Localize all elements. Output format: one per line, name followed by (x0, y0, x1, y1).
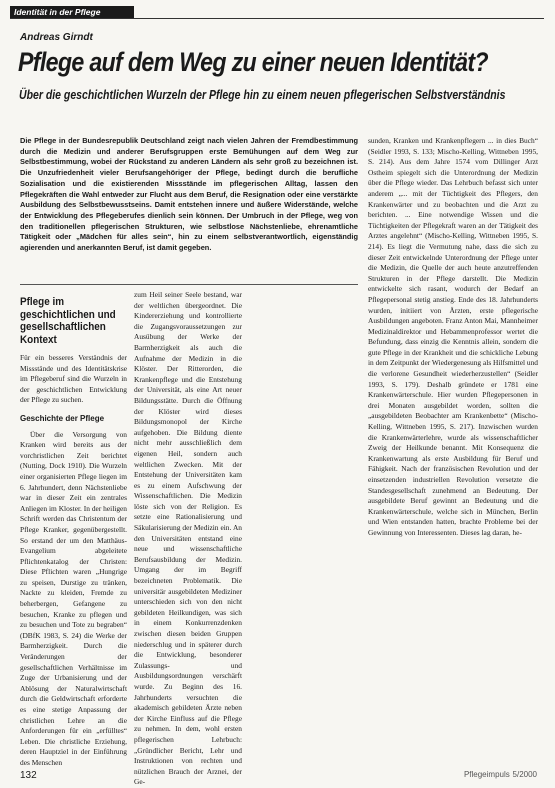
body-column-1 (20, 290, 127, 770)
article-headline: Pflege auf dem Weg zu einer neuen Identität? (18, 47, 488, 77)
column-1-text: Über die Versorgung von Kranken wird bereits aus der vorchristlichen Zeit berichtet (Nutting, Dock 1910). Die Wurzeln einer organisierten Pflege liegen im 6. Jahrhundert, denn Nächstenliebe war in dieser Zeit ein zentrales Anliegen im Kloster. In der heiligen Schrift werden das Christentum der Pflege Kranker, gegenübergestellt. So erstand der um den Matthäus-Evangelium abgeleitete Pflichtenkatalog der Christen: Diese Pflichten waren „Hungrige zu speisen, Durstige zu tränken, Nackte zu kleiden, Fremde zu beherbergen, Gefangene zu besuchen, Kranke zu pflegen und zu besuchen und Tote zu begraben“ (DBfK 1983, S. 24) die Werke der Barmherzigkeit. Durch die Veränderungen der gesellschaftlichen Verhältnisse im Zuge der Urbanisierung und der Ablösung der Naturalwirtschaft durch die Geldwirtschaft erforderte es eine stetige Anpassung der christlichen Lehre an die Anforderungen für ein „erfülltes“ Leben. Die christliche Erziehung, deren Hauptziel in der Einführung des Menschen (20, 429, 127, 767)
body-column-2 (134, 290, 242, 787)
magazine-issue: 5/2000 (512, 770, 537, 779)
rubric-divider (10, 18, 544, 19)
magazine-name: Pflegeimpuls (463, 770, 510, 779)
section-heading: Pflege im geschichtlichen und gesellschaftlichen Kontext (20, 296, 116, 346)
page-number: 132 (20, 770, 37, 781)
column-4-text: sunden, Kranken und Krankenpflegern ... in dies Buch“ (Seidler 1993, S. 133; Mischo-Kelling, Wittneben 1995, S. 214). Aus dem Jahre 1574 vom Dillinger Arzt Ostheim spiegelt sich die Unterordnung der Medizin über die Pflege wieder. Das Lehrbuch befasst sich unter anderem „... mit der Tüchtigkeit des Pflegers, den Krankenwärter und zu beobachten und die Arzt zu berichten. ... Eine notwendige Wissen und die Tüchtigkeiten der Pflegekraft waren an der Tätigkeit des Arztes angelehnt“ (Mischo-Kelling, Wittneben 1995, S. 214). Es liegt die Vermutung nahe, dass die sich zu dieser Zeit entwickelnde Unterordnung der Pflege unter die Medizin, die Quelle der auch heute anzutreffenden Strukturen in der Pflege darstellt. Die Medizin entwickelte sich rasant, wodurch der Bedarf an Pflegepersonal stetig anstieg. Ende des 18. Jahrhunderts wurden, initiiert von Ärzten, erste pflegerische Ausbildungen angeboten. Franz Anton Mai, Mannheimer Medizinaldirektor und Hebammenprofessor wertet die Befundung, dass einzig die Kenntnis allein, sondern die gute Pflege in der Krankheit und die schickliche Lebung in dem Zeitpunkt der Wiedergenesung als Hilfsmittel und die verlorene Gesundheit wiederherzustellen“ (Seidler 1993, S. 179). Deshalb gründete er 1781 eine Krankenwärterschule. Hier wurden Pflegepersonen in drei Monaten ausgebildet worden, sollten die „ausgebildeten Beobachter am Krankenbette“ (Mischo-Kelling, Wittneben 1995, S. 217). Inzwischen wurden die Krankenwärterlehre, wurde als wissenschaftlicher Zweig der Heilkunde benannt. Mit Konsequenz die Krankenwartung als erste Ausbildung für Beruf und Fähigkeit. Nach der französischen Revolution und der einsetzenden industriellen Revolution versetzte die Standesgesellschaft zunehmend an Bedeutung. Der ausgebildete Beruf gewinnt an Bedeutung und die Krankenwärterschule, welche sich in München, Berlin und Wien entstanden hatten, brachte Probleme bei der Gewinnung von Interessenten. Dieses lag daran, he- (368, 136, 538, 537)
column-2-text: zum Heil seiner Seele bestand, war der weltlichen übergeordnet. Die Kindererziehung und kontrollierte die Zugangsvoraussetzungen zur Ausübung der Werke der Barmherzigkeit als auch die Aufnahme der Medizin in die Klöster. Der Ritterorden, die Krankenpflege und die Entstehung der Universität, als eine Art neuer Bildungsstätte. Durch die Öffnung der Klöster wird dieses Bildungsmonopol der Kirche aufgehoben. Die Bildung diente nicht mehr ausschließlich dem eigenen Heil, sondern auch weltlichen Zwecken. Mit der Entstehung der Universitäten kam es zu einem Aufschwung der Wissenschaftlichen. Die Medizin löste sich von der Religion. Es setzte eine Rationalisierung und Säkularisierung der Medizin ein. An den Universitäten entstand eine neue und wissenschaftliche Berufsausbildung der Medizin. Umgang der im Begriff bezeichneten Problematik. Die universitär ausgebildeten Mediziner unterschieden sich von den nicht gebildeten Heilkundigen, was sich in einem Konkurrenzdenken zwischen diesen beiden Gruppen niederschlug und in späterer durch die Entwicklung, besonderer Zulassungs- und Ausbildungsordnungen verschärft wurde. Zu Beginn des 16. Jahrhunderts versuchten die akademisch gebildeten Ärzte neben der Kirche Einfluss auf die Pflege zu nehmen. In dem, wohl ersten pflegerischen Lehrbuch: „Gründlicher Bericht, Lehr und Instruktionen von rechten und nützlichen Brauch der Arznei, der Ge- (134, 290, 242, 787)
article-subheadline: Über die geschichtlichen Wurzeln der Pflege hin zu einem neuen pflegerischen Selbstverständnis (19, 88, 506, 102)
rubric-label: Identität in der Pflege (14, 7, 101, 17)
subsection-heading: Geschichte der Pflege (20, 413, 105, 423)
lead-divider (20, 284, 358, 285)
section-intro: Für ein besseres Verständnis der Missstände und des Identitätskrise im Pflegeberuf sind die Wurzeln in der geschichtlichen Entwicklung der Pflege zu suchen. (20, 353, 127, 405)
magazine-footer (464, 769, 537, 780)
body-column-4 (368, 136, 538, 770)
author-name: Andreas Girndt (20, 32, 93, 43)
lead-paragraph: Die Pflege in der Bundesrepublik Deutschland zeigt nach vielen Jahren der Fremdbestimmung durch die Medizin und anderer Berufsgruppen erste Bemühungen auf dem Weg zur Selbstbestimmung, wobei der Rückstand zu anderen Ländern als sehr groß zu bezeichnen ist. Die Unzufriedenheit vieler Berufsangehöriger der Pflege, bedingt durch die berufliche Sozialisation und die existierenden Missstände im pflegerischen Alltag, lassen den Pflegekräften die Wahl entweder zur Flucht aus dem Beruf, die Resignation oder eine verstärkte Ausbildung des Selbstbewusstseins. Damit entstehen innere und äußere Widerstände, welche der Entwicklung des Pflegeberufes dienlich sein können. Der Umbruch in der Pflege, weg von den traditionellen pflegerischen Strukturen, wie selbstlose Nächstenliebe, ehrenamtliche Tätigkeit oder „Mädchen für alles sein“, hin zu einem selbstverantwortlich, eigenständig agierenden und anerkannten Beruf, ist damit gegeben. (20, 136, 358, 253)
